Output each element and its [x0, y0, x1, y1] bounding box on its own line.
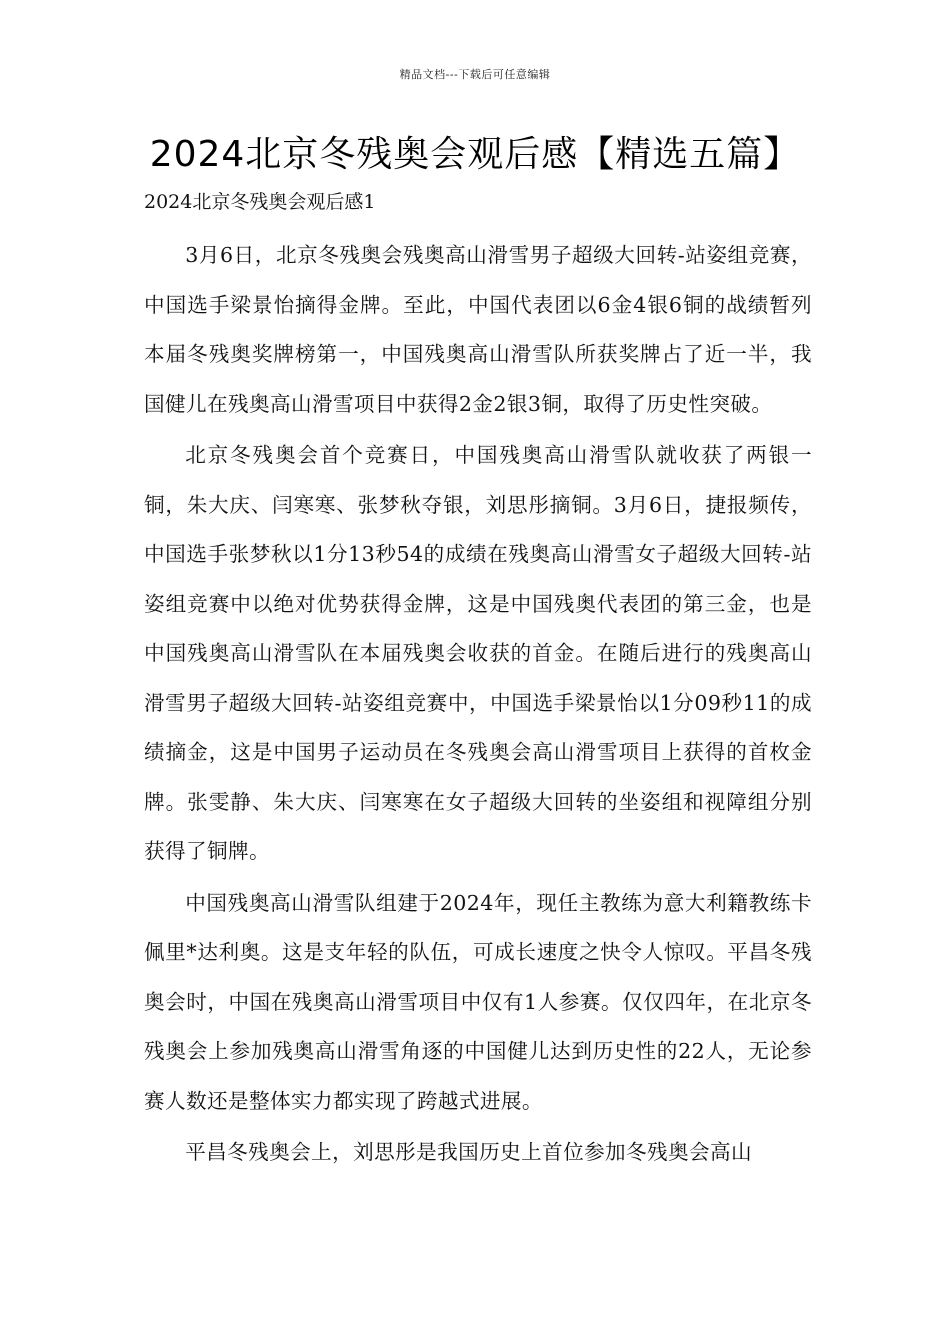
paragraph: 3月6日，北京冬残奥会残奥高山滑雪男子超级大回转-站姿组竞赛，中国选手梁景怡摘得金牌。至此，中国代表团以6金4银6铜的战绩暂列本届冬残奥奖牌榜第一，中国残奥高山滑雪队所获奖牌占了近一半，我国健儿在残奥高山滑雪项目中获得2金2银3铜，取得了历史性突破。 — [144, 243, 812, 416]
header-note: 精品文档---下载后可任意编辑 — [399, 68, 551, 81]
document-title: 2024北京冬残奥会观后感【精选五篇】 — [149, 134, 801, 175]
paragraph: 平昌冬残奥会上，刘思彤是我国历史上首位参加冬残奥会高山 — [185, 1140, 753, 1164]
section-subtitle: 2024北京冬残奥会观后感1 — [144, 191, 376, 213]
paragraph: 中国残奥高山滑雪队组建于2024年，现任主教练为意大利籍教练卡佩里*达利奥。这是支年轻的队伍，可成长速度之快令人惊叹。平昌冬残奥会时，中国在残奥高山滑雪项目中仅有1人参赛。仅仅四年，在北京冬残奥会上参加残奥高山滑雪角逐的中国健儿达到历史性的22人，无论参赛人数还是整体实力都实现了跨越式进展。 — [144, 890, 812, 1113]
body-text — [144, 231, 812, 1180]
paragraph: 北京冬残奥会首个竞赛日，中国残奥高山滑雪队就收获了两银一铜，朱大庆、闫寒寒、张梦秋夺银，刘思彤摘铜。3月6日，捷报频传，中国选手张梦秋以1分13秒54的成绩在残奥高山滑雪女子超级大回转-站姿组竞赛中以绝对优势获得金牌，这是中国残奥代表团的第三金，也是中国残奥高山滑雪队在本届残奥会收获的首金。在随后进行的残奥高山滑雪男子超级大回转-站姿组竞赛中，中国选手梁景怡以1分09秒11的成绩摘金，这是中国男子运动员在冬残奥会高山滑雪项目上获得的首枚金牌。张雯静、朱大庆、闫寒寒在女子超级大回转的坐姿组和视障组分别获得了铜牌。 — [144, 443, 812, 863]
